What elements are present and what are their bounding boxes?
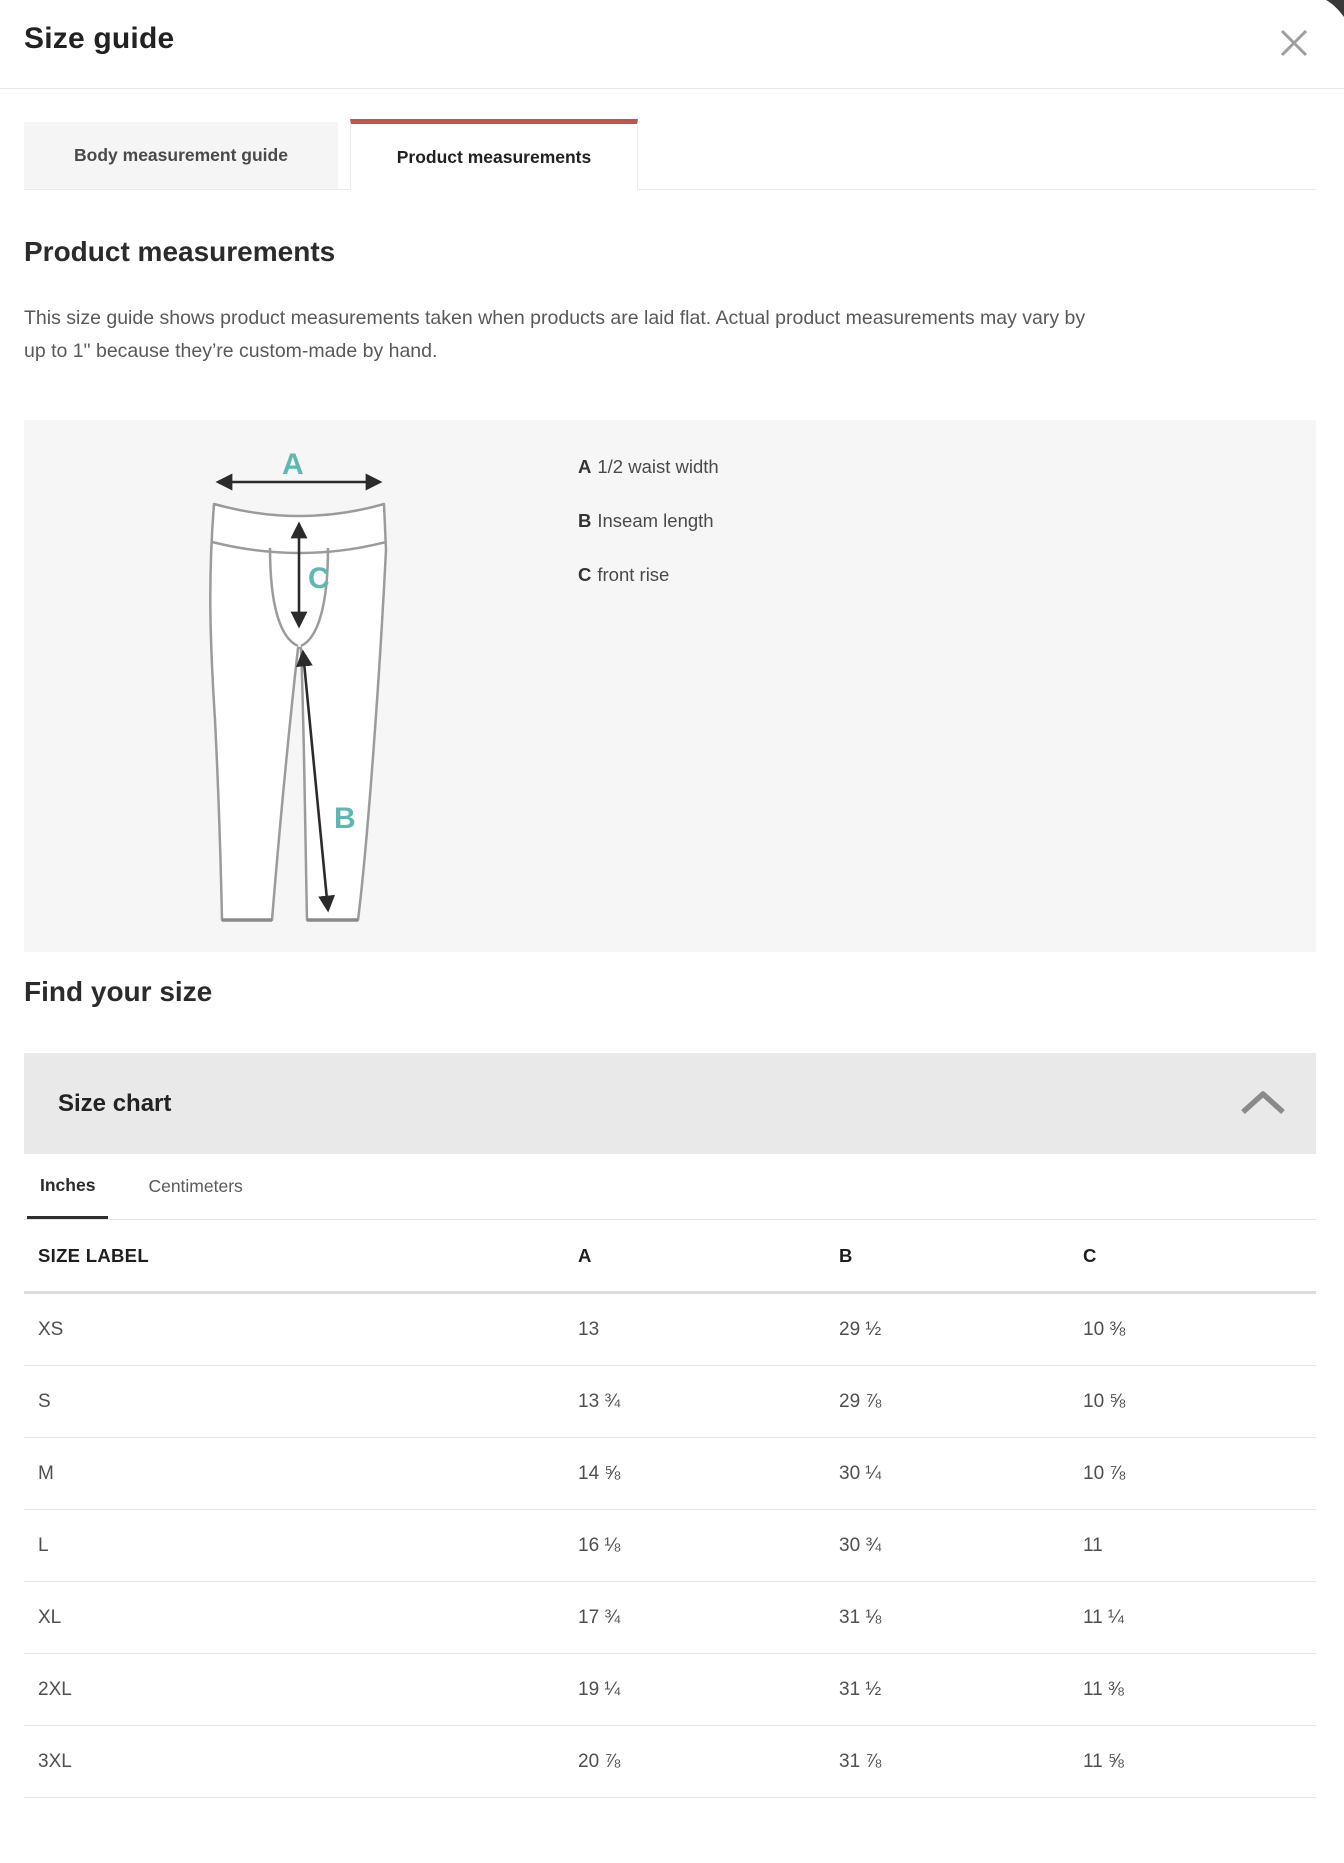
measurement-cell-c: 11 ⅜ [1083,1678,1124,1700]
description-line-1: This size guide shows product measurements taken when products are laid flat. Actual product measurements may vary by [24,307,1086,329]
legend-key: A [578,456,592,477]
measurement-cell-b: 31 ⅞ [839,1750,882,1772]
measurement-cell-c: 11 ¼ [1083,1606,1124,1628]
diagram-label-b: B [334,802,356,835]
page-title: Size guide [24,22,175,55]
diagram-label-c: C [308,562,330,595]
tab-product-measurements[interactable] [350,119,638,190]
measurement-cell-c: 10 ⅜ [1083,1318,1126,1340]
collapse-button[interactable] [1238,1089,1288,1119]
measurement-cell-b: 29 ½ [839,1318,882,1340]
unit-tab-centimeters[interactable]: Centimeters [148,1176,243,1196]
measurement-cell-a: 13 [578,1318,600,1340]
section-description [24,302,1316,368]
legend-key: C [578,564,592,585]
size-chart-title: Size chart [58,1089,172,1117]
legend-item [578,564,719,586]
legend-text: front rise [597,564,670,585]
size-chart-header[interactable] [24,1053,1316,1154]
measurement-cell-a: 14 ⅝ [578,1462,621,1484]
measurement-cell-c: 11 [1083,1534,1103,1556]
find-your-size-heading: Find your size [24,976,213,1007]
measurement-cell-a: 17 ¾ [578,1606,621,1628]
column-header-a: A [578,1244,592,1266]
column-header-size-label: SIZE LABEL [38,1244,149,1266]
close-icon [1276,25,1312,61]
size-label-cell: L [38,1534,49,1556]
tab-label: Product measurements [396,146,592,167]
diagram-label-a: A [282,448,304,481]
table-row [24,1726,1316,1798]
table-body [24,1294,1316,1798]
tab-label: Body measurement guide [74,145,288,165]
diagram-legend [578,456,719,618]
table-row [24,1510,1316,1582]
measurement-cell-b: 29 ⅞ [839,1390,882,1412]
measurement-cell-a: 20 ⅞ [578,1750,621,1772]
measurement-cell-a: 13 ¾ [578,1390,621,1412]
measurement-cell-b: 31 ½ [839,1678,882,1700]
table-header-row [24,1220,1316,1294]
description-line-2: up to 1" because they’re custom-made by hand. [24,340,438,362]
column-header-c: C [1083,1244,1097,1266]
tab-bar [24,119,1316,190]
close-button[interactable] [1274,24,1314,64]
unit-tab-inches[interactable]: Inches [27,1154,108,1219]
legend-key: B [578,510,592,531]
table-row [24,1366,1316,1438]
measurement-cell-b: 31 ⅛ [839,1606,882,1628]
measurement-cell-c: 10 ⅝ [1083,1390,1126,1412]
column-header-b: B [839,1244,853,1266]
measurement-cell-a: 16 ⅛ [578,1534,621,1556]
section-heading: Product measurements [24,236,336,267]
modal-header [0,0,1344,89]
chevron-up-icon [1239,1089,1287,1117]
size-label-cell: XL [38,1606,62,1628]
size-label-cell: S [38,1390,51,1412]
size-label-cell: 3XL [38,1750,72,1772]
measurement-cell-c: 11 ⅝ [1083,1750,1124,1772]
legend-item [578,510,719,532]
page-corner-artifact [1324,0,1344,18]
size-label-cell: 2XL [38,1678,72,1700]
diagram-panel [24,420,1316,952]
measurement-cell-b: 30 ¼ [839,1462,882,1484]
measurement-cell-a: 19 ¼ [578,1678,621,1700]
table-row [24,1654,1316,1726]
size-label-cell: XS [38,1318,64,1340]
table-row [24,1582,1316,1654]
table-row [24,1294,1316,1366]
size-label-cell: M [38,1462,54,1484]
legend-text: Inseam length [597,510,714,531]
table-row [24,1438,1316,1510]
unit-tab-bar [24,1154,1316,1220]
tab-body-measurement-guide[interactable] [24,122,338,189]
measurement-cell-b: 30 ¾ [839,1534,882,1556]
legend-text: 1/2 waist width [597,456,719,477]
measurement-cell-c: 10 ⅞ [1083,1462,1126,1484]
legend-item [578,456,719,478]
